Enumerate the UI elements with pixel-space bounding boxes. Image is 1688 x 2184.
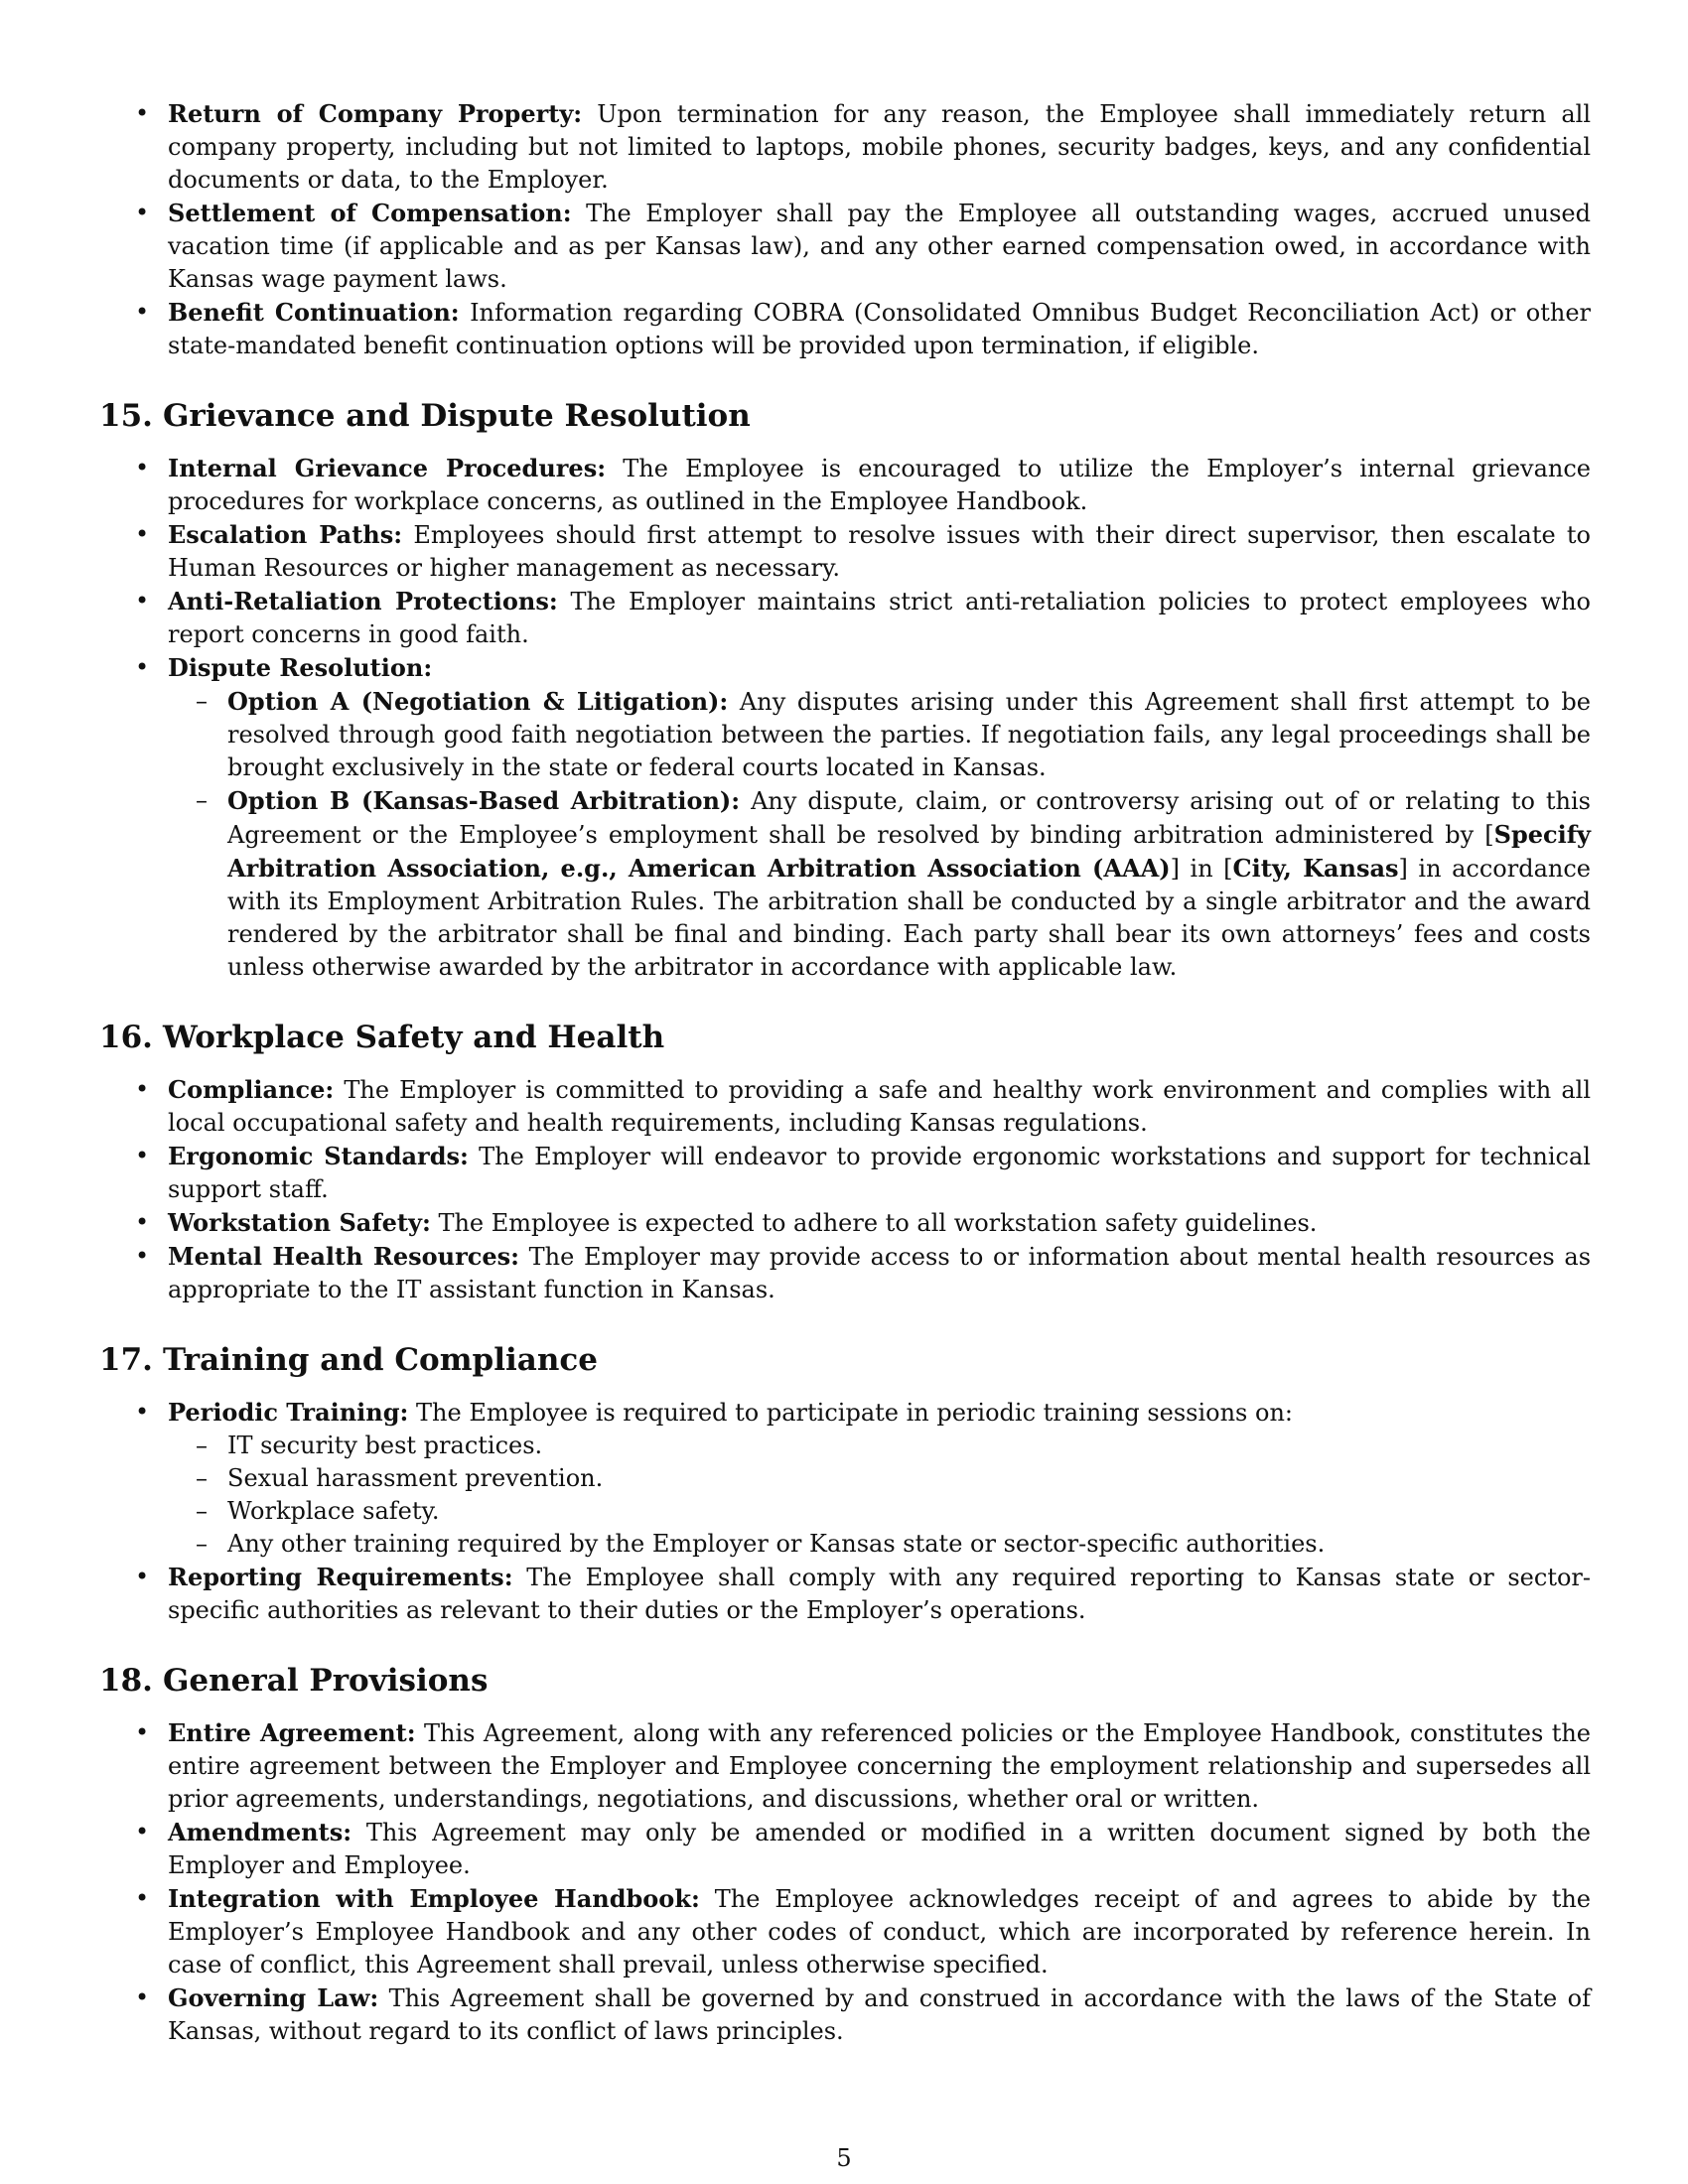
item-term: Dispute Resolution: (168, 653, 433, 682)
list-item-dispute-resolution (99, 651, 1591, 984)
section-title: Grievance and Dispute Resolution (162, 398, 751, 434)
section-17-list (99, 1396, 1591, 1627)
training-topic: – Any other training required by the Employer or Kansas state or sector-specific authorities. (168, 1528, 1591, 1561)
training-topics-list (168, 1430, 1591, 1561)
document-page (99, 97, 1591, 2048)
item-text: The Employee shall comply with any required reporting to Kansas state or sector-specific authorities as relevant to their duties or the Employer’s operations. (168, 1564, 1591, 1624)
item-text: ] in [ (1170, 855, 1233, 883)
list-item (99, 1561, 1591, 1627)
list-item (99, 1981, 1591, 2048)
item-term: Amendments: (168, 1818, 352, 1846)
item-text: The Employee is required to participate in periodic training sessions on: (416, 1399, 1293, 1427)
list-item (99, 1396, 1591, 1561)
item-term: Mental Health Resources: (168, 1242, 520, 1271)
training-topic: – Workplace safety. (168, 1495, 1591, 1528)
list-item (99, 1816, 1591, 1882)
section-heading-16 (99, 1018, 1591, 1057)
option-a-item (168, 685, 1591, 784)
list-item (99, 197, 1591, 296)
item-text: The Employer may provide access to or information about mental health resources as appropriate to the IT assistant function in Kansas. (168, 1243, 1592, 1303)
arbitration-association-placeholder: Specify Arbitration Association, e.g., American Arbitration Association (AAA) (227, 820, 1591, 883)
option-b-item (168, 784, 1591, 984)
item-term: Governing Law: (168, 1983, 379, 2012)
section-number: 17. (99, 1342, 153, 1378)
list-item (99, 1716, 1591, 1816)
item-term: Periodic Training: (168, 1398, 409, 1427)
item-text: This Agreement may only be amended or modified in a written document signed by both the Employer and Employee. (168, 1819, 1591, 1879)
item-term: Return of Company Property: (168, 99, 583, 128)
section-number: 16. (99, 1020, 153, 1055)
list-item (99, 296, 1591, 362)
item-term: Internal Grievance Procedures: (168, 454, 607, 482)
item-term: Ergonomic Standards: (168, 1142, 469, 1170)
item-text: Information regarding COBRA (Consolidated Omnibus Budget Reconciliation Act) or other state-mandated benefit continuation options will be provided upon termination, if eligible. (168, 299, 1591, 359)
item-text: The Employee acknowledges receipt of and agrees to abide by the Employer’s Employee Handbook and any other codes of conduct, which are incorporated by reference herein. In case of conflict, this Agreement shall prevail, unless otherwise specified. (168, 1885, 1592, 1979)
page-number: 5 (836, 2144, 852, 2172)
dispute-options-list (168, 685, 1591, 984)
list-item (99, 452, 1591, 518)
section-15-list (99, 452, 1591, 984)
training-topic: – Sexual harassment prevention. (168, 1462, 1591, 1495)
item-text: The Employee is expected to adhere to all workstation safety guidelines. (438, 1209, 1318, 1237)
termination-list (99, 97, 1591, 362)
item-term: Compliance: (168, 1075, 335, 1104)
list-item (99, 97, 1591, 197)
list-item (99, 1240, 1591, 1306)
item-term: Workstation Safety: (168, 1208, 431, 1237)
item-text: Employees should first attempt to resolve issues with their direct supervisor, then escalate to Human Resources or higher management as necessary. (168, 521, 1591, 582)
item-text: This Agreement, along with any referenced policies or the Employee Handbook, constitutes the entire agreement between the Employer and Employee concerning the employment relationship and supersedes all prior agreements, understandings, negotiations, and discussions, whether oral or written. (168, 1719, 1591, 1813)
section-16-list (99, 1073, 1591, 1306)
section-number: 15. (99, 398, 153, 434)
section-18-list (99, 1716, 1591, 2048)
section-title: Training and Compliance (162, 1342, 598, 1378)
item-text: The Employer is committed to providing a safe and healthy work environment and complies with all local occupational safety and health requirements, including Kansas regulations. (168, 1076, 1591, 1137)
list-item (99, 518, 1591, 585)
section-heading-17 (99, 1340, 1591, 1380)
section-heading-15 (99, 396, 1591, 436)
training-topic: – IT security best practices. (168, 1430, 1591, 1462)
item-text: The Employer maintains strict anti-retaliation policies to protect employees who report concerns in good faith. (168, 588, 1591, 648)
item-term: Reporting Requirements: (168, 1563, 513, 1591)
item-term: Option B (Kansas-Based Arbitration): (227, 786, 741, 815)
list-item (99, 1206, 1591, 1240)
section-number: 18. (99, 1663, 153, 1699)
item-text: Any disputes arising under this Agreement shall first attempt to be resolved through good faith negotiation between the parties. If negotiation fails, any legal proceedings shall be brought exclusively in the state or federal courts located in Kansas. (227, 688, 1592, 781)
section-heading-18 (99, 1661, 1591, 1701)
item-text: Upon termination for any reason, the Employee shall immediately return all company property, including but not limited to laptops, mobile phones, security badges, keys, and any confidential documents or data, to the Employer. (168, 100, 1591, 194)
list-item (99, 1073, 1591, 1140)
list-item (99, 585, 1591, 651)
item-term: Anti-Retaliation Protections: (168, 587, 558, 615)
list-item (99, 1140, 1591, 1206)
list-item (99, 1882, 1591, 1981)
item-text: ] in accordance with its Employment Arbitration Rules. The arbitration shall be conducted by a single arbitrator and the award rendered by the arbitrator shall be final and binding. Each party shall bear its own attorneys’ fees and costs unless otherwise awarded by the arbitrator in accordance with applicable law. (227, 855, 1591, 981)
item-term: Escalation Paths: (168, 520, 403, 549)
item-text: This Agreement shall be governed by and construed in accordance with the laws of the State of Kansas, without regard to its conflict of laws principles. (168, 1984, 1591, 2045)
item-term: Entire Agreement: (168, 1718, 416, 1747)
section-title: General Provisions (162, 1663, 489, 1699)
item-text: Any dispute, claim, or controversy arising out of or relating to this Agreement or the Employee’s employment shall be resolved by binding arbitration administered by [ (227, 787, 1591, 849)
section-title: Workplace Safety and Health (162, 1020, 665, 1055)
item-text: The Employee is encouraged to utilize the Employer’s internal grievance procedures for workplace concerns, as outlined in the Employee Handbook. (168, 455, 1591, 515)
item-term: Integration with Employee Handbook: (168, 1884, 700, 1913)
city-placeholder: City, Kansas (1232, 854, 1399, 883)
item-term: Option A (Negotiation & Litigation): (227, 687, 729, 716)
item-term: Settlement of Compensation: (168, 199, 572, 227)
item-text: The Employer will endeavor to provide ergonomic workstations and support for technical support staff. (168, 1143, 1591, 1203)
item-term: Benefit Continuation: (168, 298, 460, 327)
item-text: The Employer shall pay the Employee all outstanding wages, accrued unused vacation time (if applicable and as per Kansas law), and any other earned compensation owed, in accordance with Kansas wage payment laws. (168, 200, 1591, 293)
